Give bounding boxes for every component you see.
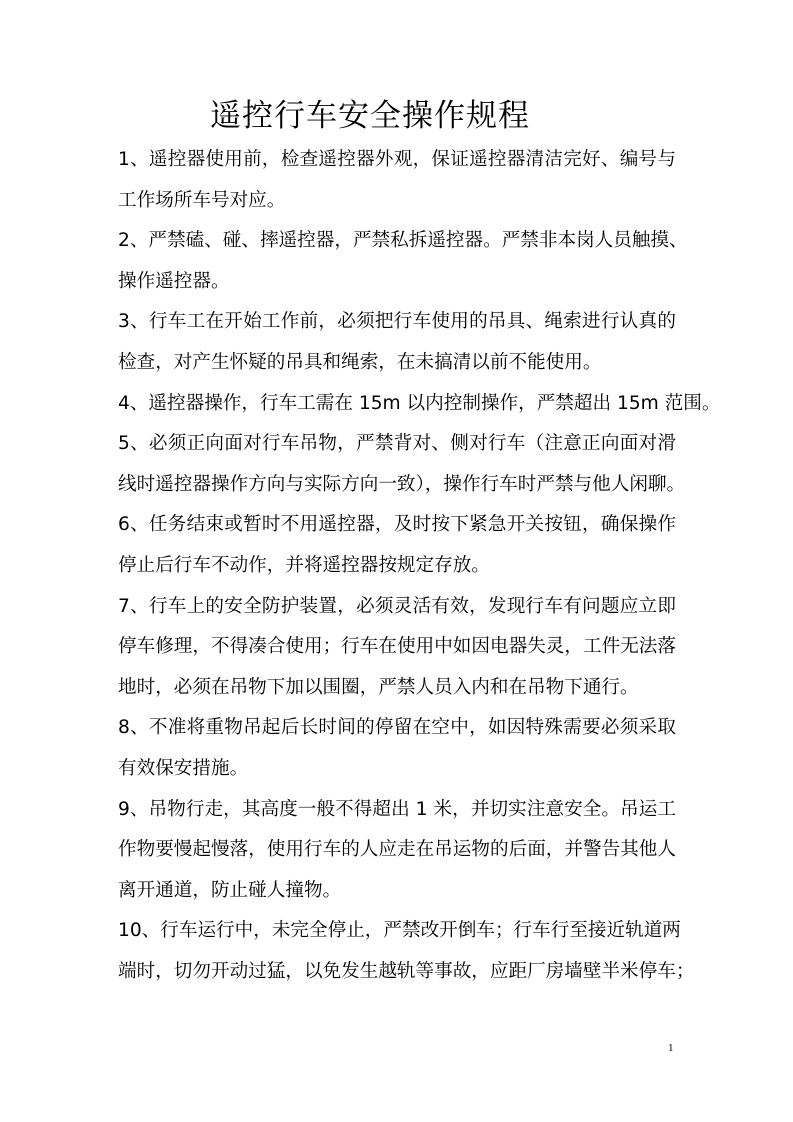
rule-paragraph — [118, 424, 686, 505]
rule-paragraph — [118, 587, 676, 709]
document-title: 遥控行车安全操作规程 — [210, 98, 530, 134]
rule-paragraph — [118, 384, 721, 425]
document-body — [118, 140, 721, 992]
rule-paragraph — [118, 221, 688, 302]
paragraph-line: 5、必须正向面对行车吊物，严禁背对、侧对行车（注意正向面对滑 — [118, 433, 676, 455]
paragraph-line: 线时遥控器操作方向与实际方向一致），操作行车时严禁与他人闲聊。 — [118, 473, 686, 495]
paragraph-line: 1、遥控器使用前，检查遥控器外观，保证遥控器清洁完好、编号与 — [118, 149, 676, 170]
paragraph-line: 6、任务结束或暂时不用遥控器，及时按下紧急开关按钮，确保操作 — [118, 514, 676, 536]
paragraph-line: 停车修理，不得凑合使用；行车在使用中如因电器失灵，工件无法落 — [118, 636, 676, 658]
paragraph-line: 工作场所车号对应。 — [118, 189, 286, 211]
paragraph-line: 10、行车运行中，未完全停止，严禁改开倒车；行车行至接近轨道两 — [118, 920, 681, 942]
paragraph-line: 7、行车上的安全防护装置，必须灵活有效，发现行车有问题应立即 — [118, 595, 676, 617]
rule-paragraph — [118, 911, 695, 992]
rule-paragraph — [118, 790, 676, 912]
paragraph-line: 2、严禁磕、碰、摔遥控器，严禁私拆遥控器。严禁非本岗人员触摸、 — [118, 230, 688, 252]
paragraph-line: 端时，切勿开动过猛，以免发生越轨等事故，应距厂房墙壁半米停车； — [118, 960, 695, 982]
paragraph-line: 8、不准将重物吊起后长时间的停留在空中，如因特殊需要必须采取 — [118, 717, 676, 739]
rule-paragraph — [118, 140, 676, 221]
paragraph-line: 9、吊物行走，其高度一般不得超出 1 米，并切实注意安全。吊运工 — [118, 798, 676, 820]
paragraph-line: 4、遥控器操作，行车工需在 15m 以内控制操作，严禁超出 15m 范围。 — [118, 392, 721, 414]
paragraph-line: 3、行车工在开始工作前，必须把行车使用的吊具、绳索进行认真的 — [118, 311, 676, 333]
paragraph-line: 检查，对产生怀疑的吊具和绳索，在未搞清以前不能使用。 — [118, 351, 602, 373]
paragraph-line: 作物要慢起慢落，使用行车的人应走在吊运物的后面，并警告其他人 — [118, 839, 676, 861]
paragraph-line: 有效保安措施。 — [118, 757, 249, 779]
page-number: 1 — [668, 1042, 674, 1054]
paragraph-line: 地时，必须在吊物下加以围圈，严禁人员入内和在吊物下通行。 — [118, 676, 639, 698]
rule-paragraph — [118, 505, 676, 586]
paragraph-line: 操作遥控器。 — [118, 270, 230, 292]
paragraph-line: 离开通道，防止碰人撞物。 — [118, 879, 342, 901]
paragraph-line: 停止后行车不动作，并将遥控器按规定存放。 — [118, 554, 490, 576]
rule-paragraph — [118, 302, 676, 383]
rule-paragraph — [118, 708, 676, 789]
